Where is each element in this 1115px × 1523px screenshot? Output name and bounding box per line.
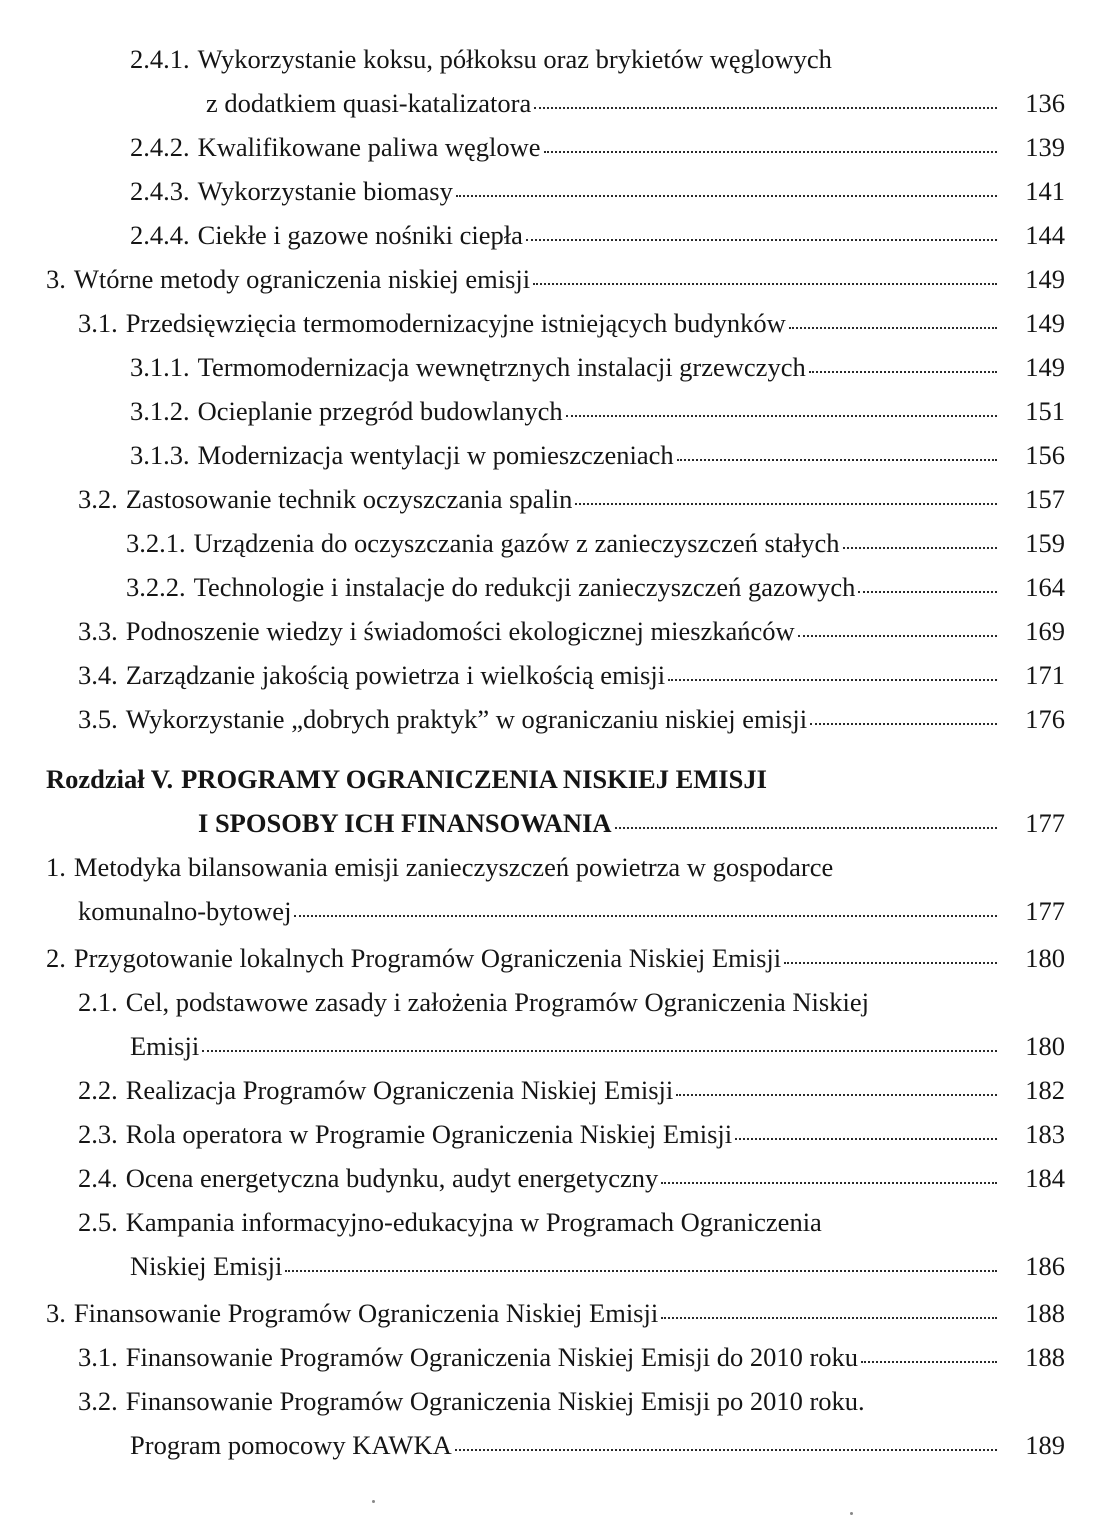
dot-leader bbox=[676, 1086, 997, 1096]
dot-leader bbox=[661, 1309, 997, 1319]
toc-page-number: 188 bbox=[1025, 1342, 1065, 1372]
toc-entry-v-2 bbox=[0, 941, 1065, 975]
toc-title: komunalno-bytowej bbox=[78, 896, 292, 926]
toc-entry-2-4-3 bbox=[0, 174, 1065, 208]
toc-entry-3-1 bbox=[0, 306, 1065, 340]
toc-title: Wtórne metody ograniczenia niskiej emisji bbox=[73, 264, 531, 294]
toc-number: 3.5. bbox=[78, 704, 118, 734]
toc-entry-v-3 bbox=[0, 1296, 1065, 1330]
toc-page-number: 139 bbox=[1025, 132, 1065, 162]
toc-entry-v-2-5 bbox=[0, 1205, 1065, 1239]
toc-number: 3.1.2. bbox=[130, 396, 190, 426]
toc-title: Urządzenia do oczyszczania gazów z zanieczyszczeń stałych bbox=[193, 528, 840, 558]
dot-leader bbox=[544, 143, 997, 153]
dot-leader bbox=[202, 1042, 997, 1052]
toc-entry-v-3-2 bbox=[0, 1384, 1065, 1418]
toc-title: Metodyka bilansowania emisji zanieczyszczeń powietrza w gospodarce bbox=[73, 852, 834, 882]
toc-entry-3-5 bbox=[0, 702, 1065, 736]
toc-number: 3.2.2. bbox=[126, 572, 186, 602]
toc-title: Ocena energetyczna budynku, audyt energetyczny bbox=[125, 1163, 659, 1193]
toc-entry-3-2 bbox=[0, 482, 1065, 516]
toc-title: Rola operatora w Programie Ograniczenia Niskiej Emisji bbox=[125, 1119, 733, 1149]
toc-page-number: 141 bbox=[1025, 176, 1065, 206]
toc-entry-2-4-2 bbox=[0, 130, 1065, 164]
toc-title: Finansowanie Programów Ograniczenia Niskiej Emisji bbox=[73, 1298, 659, 1328]
toc-title: Podnoszenie wiedzy i świadomości ekologicznej mieszkańców bbox=[125, 616, 795, 646]
toc-number: 2. bbox=[46, 943, 66, 973]
toc-number: 2.5. bbox=[78, 1207, 118, 1237]
toc-number: 3. bbox=[46, 1298, 66, 1328]
dot-leader bbox=[798, 627, 997, 637]
toc-title: Ocieplanie przegród budowlanych bbox=[197, 396, 563, 426]
toc-entry-3-4 bbox=[0, 658, 1065, 692]
toc-number: 3.1. bbox=[78, 1342, 118, 1372]
toc-page-number: 159 bbox=[1025, 528, 1065, 558]
toc-entry-2-4-1 bbox=[0, 42, 1065, 76]
toc-entry-v-2-1 bbox=[0, 985, 1065, 1019]
toc-number: 2.4. bbox=[78, 1163, 118, 1193]
toc-page-number: 184 bbox=[1025, 1163, 1065, 1193]
toc-entry-2-4-1-cont bbox=[0, 86, 1065, 120]
scan-speck bbox=[850, 1512, 853, 1515]
toc-page-number: 180 bbox=[1025, 1031, 1065, 1061]
toc-number: 3.2. bbox=[78, 484, 118, 514]
toc-number: 3.4. bbox=[78, 660, 118, 690]
toc-title: Wykorzystanie koksu, półkoksu oraz brykietów węglowych bbox=[197, 44, 832, 74]
toc-title: Realizacja Programów Ograniczenia Niskiej Emisji bbox=[125, 1075, 674, 1105]
dot-leader bbox=[810, 715, 997, 725]
dot-leader bbox=[456, 187, 997, 197]
toc-title: Program pomocowy KAWKA bbox=[130, 1430, 452, 1460]
toc-title: Zarządzanie jakością powietrza i wielkością emisji bbox=[125, 660, 666, 690]
dot-leader bbox=[526, 231, 997, 241]
toc-page-number: 177 bbox=[1025, 896, 1065, 926]
toc-title: Wykorzystanie biomasy bbox=[197, 176, 453, 206]
toc-entry-3-2-2 bbox=[0, 570, 1065, 604]
toc-entry-v-1 bbox=[0, 850, 1065, 884]
toc-entry-v-3-1 bbox=[0, 1340, 1065, 1374]
chapter-heading-cont bbox=[0, 806, 1065, 840]
toc-page-number: 149 bbox=[1025, 264, 1065, 294]
toc-title: z dodatkiem quasi-katalizatora bbox=[206, 88, 532, 118]
toc-entry-v-2-1-cont bbox=[0, 1029, 1065, 1063]
toc-entry-v-2-4 bbox=[0, 1161, 1065, 1195]
dot-leader bbox=[294, 907, 997, 917]
toc-page-number: 183 bbox=[1025, 1119, 1065, 1149]
toc-entry-3-1-2 bbox=[0, 394, 1065, 428]
toc-title: Ciekłe i gazowe nośniki ciepła bbox=[197, 220, 523, 250]
toc-entry-2-4-4 bbox=[0, 218, 1065, 252]
toc-title: Niskiej Emisji bbox=[130, 1251, 283, 1281]
toc-page-number: 189 bbox=[1025, 1430, 1065, 1460]
toc-page-number: 180 bbox=[1025, 943, 1065, 973]
toc-entry-v-3-2-cont bbox=[0, 1428, 1065, 1462]
dot-leader bbox=[285, 1262, 997, 1272]
toc-entry-v-1-cont bbox=[0, 894, 1065, 928]
dot-leader bbox=[668, 671, 997, 681]
toc-number: 2.1. bbox=[78, 987, 118, 1017]
dot-leader bbox=[566, 407, 997, 417]
dot-leader bbox=[661, 1174, 997, 1184]
toc-title: Wykorzystanie „dobrych praktyk” w ograniczaniu niskiej emisji bbox=[125, 704, 808, 734]
toc-number: 2.4.1. bbox=[130, 44, 190, 74]
chapter-heading bbox=[0, 762, 1065, 796]
toc-entry-v-2-5-cont bbox=[0, 1249, 1065, 1283]
toc-number: 2.3. bbox=[78, 1119, 118, 1149]
toc-page-number: 157 bbox=[1025, 484, 1065, 514]
toc-number: 2.4.2. bbox=[130, 132, 190, 162]
toc-title: Cel, podstawowe zasady i założenia Programów Ograniczenia Niskiej bbox=[125, 987, 869, 1017]
toc-number: 3.2. bbox=[78, 1386, 118, 1416]
toc-page-number: 164 bbox=[1025, 572, 1065, 602]
toc-number: 2.2. bbox=[78, 1075, 118, 1105]
toc-number: 3.2.1. bbox=[126, 528, 186, 558]
toc-title: Finansowanie Programów Ograniczenia Niskiej Emisji po 2010 roku. bbox=[125, 1386, 865, 1416]
scan-speck bbox=[372, 1500, 375, 1503]
toc-title: Przedsięwzięcia termomodernizacyjne istniejących budynków bbox=[125, 308, 786, 338]
toc-page-number: 177 bbox=[1025, 808, 1065, 838]
toc-page-number: 136 bbox=[1025, 88, 1065, 118]
toc-page-number: 144 bbox=[1025, 220, 1065, 250]
chapter-title: I SPOSOBY ICH FINANSOWANIA bbox=[198, 808, 612, 838]
dot-leader bbox=[455, 1441, 997, 1451]
dot-leader bbox=[615, 819, 997, 829]
dot-leader bbox=[861, 1353, 997, 1363]
toc-entry-3-3 bbox=[0, 614, 1065, 648]
toc-page-number: 182 bbox=[1025, 1075, 1065, 1105]
toc-entry-v-2-2 bbox=[0, 1073, 1065, 1107]
dot-leader bbox=[858, 583, 997, 593]
toc-page-number: 149 bbox=[1025, 352, 1065, 382]
dot-leader bbox=[534, 99, 997, 109]
dot-leader bbox=[677, 451, 997, 461]
toc-number: 2.4.4. bbox=[130, 220, 190, 250]
toc-entry-3-1-1 bbox=[0, 350, 1065, 384]
toc-title: Kampania informacyjno-edukacyjna w Programach Ograniczenia bbox=[125, 1207, 822, 1237]
toc-number: 3.1. bbox=[78, 308, 118, 338]
toc-number: 1. bbox=[46, 852, 66, 882]
toc-entry-v-2-3 bbox=[0, 1117, 1065, 1151]
toc-page-number: 176 bbox=[1025, 704, 1065, 734]
chapter-title: PROGRAMY OGRANICZENIA NISKIEJ EMISJI bbox=[181, 764, 767, 794]
toc-page-number: 149 bbox=[1025, 308, 1065, 338]
dot-leader bbox=[789, 319, 997, 329]
toc-number: 3.3. bbox=[78, 616, 118, 646]
toc-page-number: 156 bbox=[1025, 440, 1065, 470]
toc-page-number: 151 bbox=[1025, 396, 1065, 426]
toc-title: Kwalifikowane paliwa węglowe bbox=[197, 132, 541, 162]
toc-title: Technologie i instalacje do redukcji zanieczyszczeń gazowych bbox=[193, 572, 856, 602]
toc-page-number: 186 bbox=[1025, 1251, 1065, 1281]
dot-leader bbox=[533, 275, 997, 285]
toc-entry-3-1-3 bbox=[0, 438, 1065, 472]
toc-title: Przygotowanie lokalnych Programów Ograniczenia Niskiej Emisji bbox=[73, 943, 782, 973]
dot-leader bbox=[784, 954, 997, 964]
toc-number: 2.4.3. bbox=[130, 176, 190, 206]
toc-title: Emisji bbox=[130, 1031, 200, 1061]
toc-entry-3 bbox=[0, 262, 1065, 296]
chapter-number: Rozdział V. bbox=[46, 764, 174, 794]
dot-leader bbox=[843, 539, 997, 549]
toc-title: Zastosowanie technik oczyszczania spalin bbox=[125, 484, 573, 514]
dot-leader bbox=[575, 495, 997, 505]
toc-title: Termomodernizacja wewnętrznych instalacji grzewczych bbox=[197, 352, 806, 382]
toc-title: Finansowanie Programów Ograniczenia Niskiej Emisji do 2010 roku bbox=[125, 1342, 859, 1372]
toc-number: 3.1.1. bbox=[130, 352, 190, 382]
toc-page-number: 171 bbox=[1025, 660, 1065, 690]
toc-title: Modernizacja wentylacji w pomieszczeniach bbox=[197, 440, 674, 470]
dot-leader bbox=[735, 1130, 997, 1140]
dot-leader bbox=[809, 363, 997, 373]
toc-number: 3. bbox=[46, 264, 66, 294]
toc-entry-3-2-1 bbox=[0, 526, 1065, 560]
toc-number: 3.1.3. bbox=[130, 440, 190, 470]
toc-page-number: 169 bbox=[1025, 616, 1065, 646]
toc-page-number: 188 bbox=[1025, 1298, 1065, 1328]
